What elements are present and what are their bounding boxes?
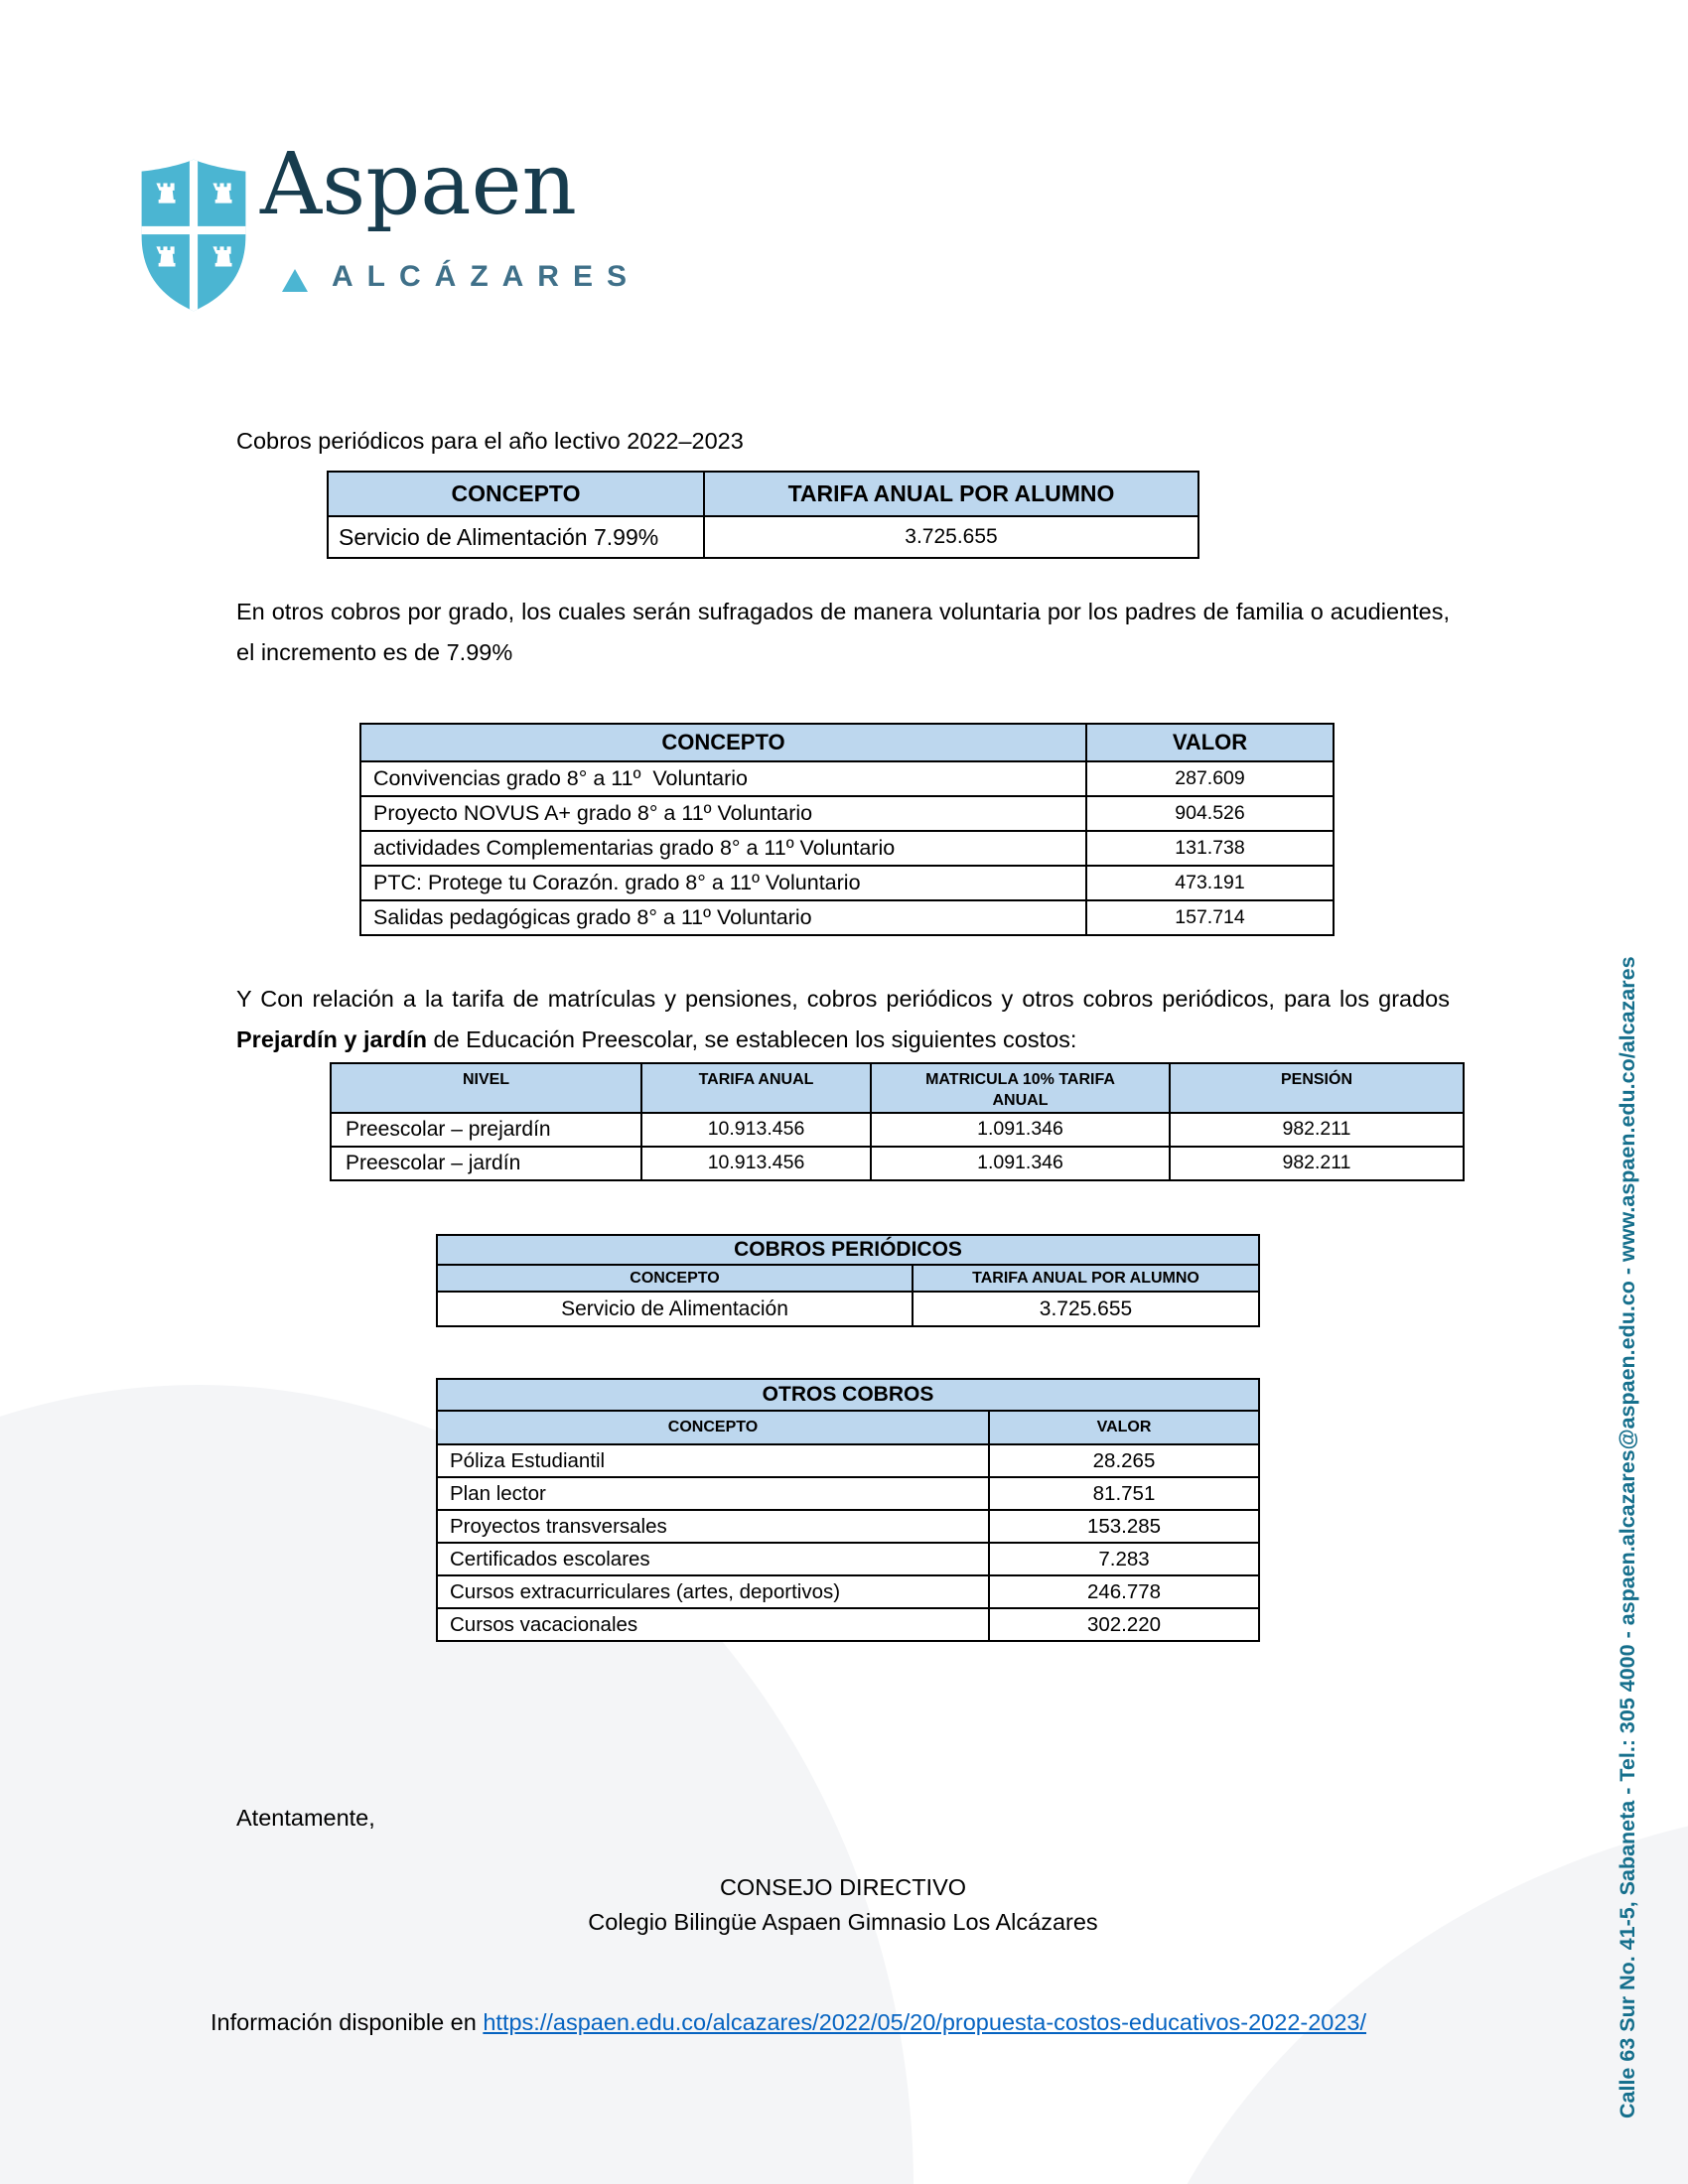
table-row — [437, 1608, 1259, 1641]
value-cell: 3.725.655 — [704, 516, 1198, 558]
table-row — [437, 1510, 1259, 1543]
value-cell: 982.211 — [1170, 1113, 1464, 1147]
table-row — [437, 1477, 1259, 1510]
concept-cell: Servicio de Alimentación — [437, 1292, 913, 1326]
value-cell: 131.738 — [1086, 831, 1334, 866]
value-cell: 153.285 — [989, 1510, 1259, 1543]
table-row — [360, 761, 1334, 796]
intro-paragraph: Cobros periódicos para el año lectivo 2022–2023 — [236, 428, 744, 454]
value-cell: 7.283 — [989, 1543, 1259, 1575]
concept-cell: actividades Complementarias grado 8° a 11º Voluntario — [360, 831, 1086, 866]
value-cell: 157.714 — [1086, 900, 1334, 935]
concept-cell: Salidas pedagógicas grado 8° a 11º Voluntario — [360, 900, 1086, 935]
other-charges-paragraph: En otros cobros por grado, los cuales serán sufragados de manera voluntaria por los padres de familia o acudientes, el incremento es de 7.99% — [236, 599, 1450, 666]
column-header: VALOR — [1086, 724, 1334, 761]
column-header: PENSIÓN — [1170, 1063, 1464, 1113]
value-cell: 28.265 — [989, 1444, 1259, 1477]
concept-cell: Servicio de Alimentación 7.99% — [328, 516, 704, 558]
closing-salutation: Atentamente, — [236, 1805, 375, 1831]
concept-cell: Cursos extracurriculares (artes, deportivos) — [437, 1575, 989, 1608]
value-cell: 982.211 — [1170, 1147, 1464, 1180]
paragraph-text: Y Con relación a la tarifa de matrículas y pensiones, cobros periódicos y otros cobros periódicos, para los grados — [236, 986, 1450, 1012]
value-cell: 3.725.655 — [913, 1292, 1259, 1326]
table-header-row — [437, 1265, 1259, 1292]
table-title: COBROS PERIÓDICOS — [437, 1235, 1259, 1265]
table-title-row — [437, 1235, 1259, 1265]
concept-cell: Proyecto NOVUS A+ grado 8° a 11º Voluntario — [360, 796, 1086, 831]
logo-brand-text: Aspaen — [260, 135, 577, 234]
table-row — [331, 1147, 1464, 1180]
concept-cell: Proyectos transversales — [437, 1510, 989, 1543]
value-cell: 302.220 — [989, 1608, 1259, 1641]
table-row — [360, 866, 1334, 900]
nivel-cell: Preescolar – prejardín — [331, 1113, 641, 1147]
table-row — [328, 516, 1198, 558]
column-header: MATRICULA 10% TARIFA ANUAL — [871, 1063, 1170, 1113]
table-row — [437, 1292, 1259, 1326]
column-header: TARIFA ANUAL POR ALUMNO — [704, 472, 1198, 516]
footer-prefix: Información disponible en — [211, 2009, 484, 2035]
column-header: VALOR — [989, 1411, 1259, 1444]
value-cell: 81.751 — [989, 1477, 1259, 1510]
value-cell: 10.913.456 — [641, 1147, 871, 1180]
table-row — [437, 1543, 1259, 1575]
table-header-row — [437, 1411, 1259, 1444]
otros-cobros-grado-table — [359, 723, 1335, 936]
table-row — [437, 1444, 1259, 1477]
table-header-row — [331, 1063, 1464, 1113]
column-header: TARIFA ANUAL — [641, 1063, 871, 1113]
preescolar-tarifas-table — [330, 1062, 1465, 1181]
nivel-cell: Preescolar – jardín — [331, 1147, 641, 1180]
logo-subbrand-text: ALCÁZARES — [332, 260, 640, 293]
paragraph-text: de Educación Preescolar, se establecen los siguientes costos: — [426, 1026, 1077, 1053]
table-title: OTROS COBROS — [437, 1379, 1259, 1411]
footer-info-line — [211, 2009, 1366, 2036]
table-header-row — [360, 724, 1334, 761]
column-header: CONCEPTO — [437, 1265, 913, 1292]
value-cell: 287.609 — [1086, 761, 1334, 796]
value-cell: 10.913.456 — [641, 1113, 871, 1147]
value-cell: 904.526 — [1086, 796, 1334, 831]
logo-triangle-icon — [282, 269, 308, 292]
table-row — [331, 1113, 1464, 1147]
column-header: CONCEPTO — [360, 724, 1086, 761]
value-cell: 246.778 — [989, 1575, 1259, 1608]
value-cell: 1.091.346 — [871, 1113, 1170, 1147]
cobros-periodicos-preescolar-table — [436, 1234, 1260, 1327]
preescolar-paragraph — [236, 979, 1450, 1060]
column-header: TARIFA ANUAL POR ALUMNO — [913, 1265, 1259, 1292]
signature-colegio: Colegio Bilingüe Aspaen Gimnasio Los Alcázares — [588, 1909, 1098, 1935]
aspaen-shield-icon — [137, 155, 250, 316]
cobros-periodicos-2022-table — [327, 471, 1199, 559]
concept-cell: Certificados escolares — [437, 1543, 989, 1575]
value-cell: 1.091.346 — [871, 1147, 1170, 1180]
table-row — [360, 796, 1334, 831]
table-row — [360, 900, 1334, 935]
otros-cobros-preescolar-table — [436, 1378, 1260, 1642]
column-header: NIVEL — [331, 1063, 641, 1113]
decorative-curve — [1102, 1802, 1688, 2184]
table-title-row — [437, 1379, 1259, 1411]
concept-cell: Convivencias grado 8° a 11º Voluntario — [360, 761, 1086, 796]
concept-cell: Póliza Estudiantil — [437, 1444, 989, 1477]
column-header: CONCEPTO — [437, 1411, 989, 1444]
contact-sidebar-text: Calle 63 Sur No. 41-5, Sabaneta - Tel.: 305 4000 - aspaen.alcazares@aspaen.edu.co - www.aspaen.edu.co/alcazares — [1616, 956, 1639, 2118]
concept-cell: Plan lector — [437, 1477, 989, 1510]
table-row — [437, 1575, 1259, 1608]
table-row — [360, 831, 1334, 866]
table-header-row — [328, 472, 1198, 516]
value-cell: 473.191 — [1086, 866, 1334, 900]
concept-cell: PTC: Protege tu Corazón. grado 8° a 11º Voluntario — [360, 866, 1086, 900]
column-header: CONCEPTO — [328, 472, 704, 516]
concept-cell: Cursos vacacionales — [437, 1608, 989, 1641]
paragraph-bold-text: Prejardín y jardín — [236, 1026, 427, 1053]
footer-link[interactable]: https://aspaen.edu.co/alcazares/2022/05/20/propuesta-costos-educativos-2022-2023/ — [483, 2009, 1367, 2035]
signature-consejo: CONSEJO DIRECTIVO — [719, 1874, 967, 1900]
